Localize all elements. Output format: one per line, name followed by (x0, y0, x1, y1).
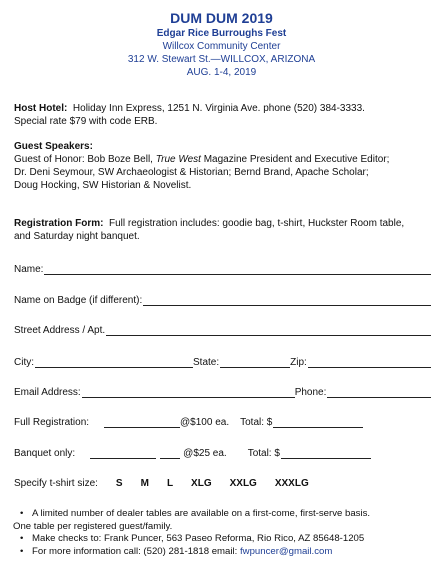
size-xxxlg-option[interactable]: XXXLG (274, 478, 309, 489)
banquet-row (14, 445, 431, 459)
bullet-icon: • (20, 508, 24, 519)
registration-section (14, 217, 431, 243)
banquet-price: @$25 ea. (183, 448, 227, 459)
email-row (14, 384, 431, 398)
tshirt-label: Specify t-shirt size: (14, 478, 98, 489)
size-l-option[interactable]: L (166, 478, 174, 489)
banquet-qty-field-2[interactable] (160, 448, 180, 459)
state-field[interactable] (220, 357, 290, 368)
host-hotel-section (14, 102, 431, 128)
street-row (14, 322, 431, 336)
size-s-option[interactable]: S (115, 478, 123, 489)
dealer-note-2: One table per registered guest/family. (13, 520, 173, 532)
name-label: Name: (14, 264, 44, 275)
full-registration-row (14, 414, 431, 428)
badge-label: Name on Badge (if different): (14, 295, 143, 306)
size-xxlg-option[interactable]: XXLG (229, 478, 257, 489)
state-label: State: (193, 357, 220, 368)
registration-text-2: and Saturday night banquet. (14, 231, 140, 242)
info-note: For more information call: (520) 281-1818 email: (32, 545, 240, 557)
contact-email-link[interactable]: fwpuncer@gmail.com (239, 545, 333, 557)
registration-label: Registration Form: (14, 218, 104, 229)
email-label: Email Address: (14, 387, 81, 398)
flyer-header (0, 0, 443, 79)
speakers-line-3: Doug Hocking, SW Historian & Novelist. (14, 180, 192, 191)
speakers-line-2: Dr. Deni Seymour, SW Archaeologist & Historian; Bernd Brand, Apache Scholar; (14, 167, 369, 178)
full-registration-total-label: Total: $ (240, 417, 273, 428)
city-label: City: (14, 357, 34, 368)
banquet-total-label: Total: $ (247, 448, 280, 459)
event-address: 312 W. Stewart St.—WILLCOX, ARIZONA (127, 54, 316, 65)
banquet-qty-field[interactable] (90, 448, 156, 459)
full-registration-total-field[interactable] (273, 417, 363, 428)
notes-section (13, 508, 433, 558)
zip-field[interactable] (308, 357, 431, 368)
host-hotel-label: Host Hotel: (14, 103, 68, 114)
full-registration-label: Full Registration: (14, 417, 90, 428)
dealer-note: A limited number of dealer tables are available on a first-come, first-serve basis. (32, 508, 371, 519)
city-field[interactable] (35, 357, 193, 368)
street-field[interactable] (106, 325, 431, 336)
phone-field[interactable] (327, 387, 431, 398)
tshirt-row (14, 475, 431, 489)
speakers-line-1a: Guest of Honor: Bob Boze Bell, (14, 154, 156, 165)
name-row (14, 261, 431, 275)
city-row (14, 354, 431, 368)
guest-speakers-label: Guest Speakers: (14, 141, 93, 152)
badge-field[interactable] (143, 295, 431, 306)
street-label: Street Address / Apt. (14, 325, 106, 336)
banquet-total-field[interactable] (281, 448, 371, 459)
name-field[interactable] (44, 264, 431, 275)
event-title: DUM DUM 2019 (170, 10, 273, 26)
bullet-icon: • (20, 545, 24, 557)
event-dates: AUG. 1-4, 2019 (186, 67, 257, 78)
size-xlg-option[interactable]: XLG (191, 478, 212, 489)
size-m-option[interactable]: M (140, 478, 149, 489)
guest-speakers-section (14, 140, 431, 192)
full-registration-price: @$100 ea. (180, 417, 230, 428)
phone-label: Phone: (294, 387, 327, 398)
speakers-line-1b: Magazine President and Executive Editor; (200, 154, 390, 165)
email-field[interactable] (82, 387, 295, 398)
badge-row (14, 292, 431, 306)
speakers-magazine: True West (155, 154, 201, 165)
event-subtitle: Edgar Rice Burroughs Fest (156, 28, 287, 39)
zip-label: Zip: (290, 357, 307, 368)
full-registration-qty-field[interactable] (104, 417, 180, 428)
registration-text: Full registration includes: goodie bag, t-shirt, Huckster Room table, (109, 218, 405, 229)
host-hotel-rate: Special rate $79 with code ERB. (14, 116, 158, 127)
event-venue: Willcox Community Center (162, 41, 281, 52)
bullet-icon: • (20, 533, 24, 544)
host-hotel-text: Holiday Inn Express, 1251 N. Virginia Ave. phone (520) 384-3333. (72, 103, 365, 114)
banquet-label: Banquet only: (14, 448, 76, 459)
checks-note: Make checks to: Frank Puncer, 563 Paseo Reforma, Rio Rico, AZ 85648-1205 (32, 533, 365, 544)
